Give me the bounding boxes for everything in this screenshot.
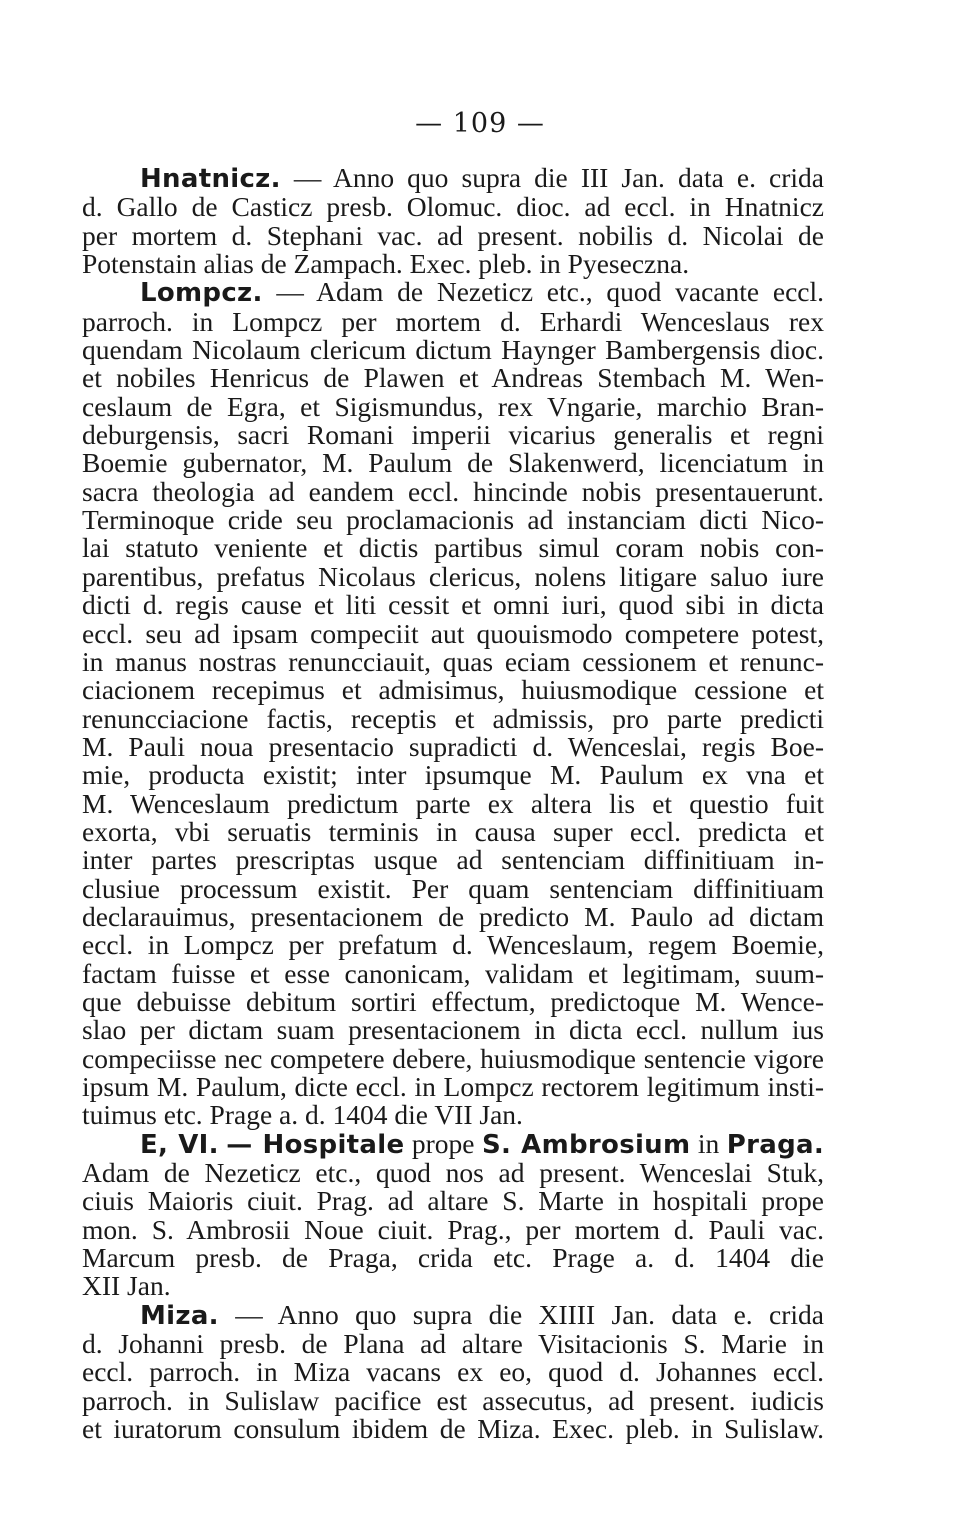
text-line: Adam de Nezeticz etc., quod nos ad present. Wenceslai Stuk, [82, 1157, 824, 1189]
text-line: deburgensis, sacri Romani imperii vicarius generalis et regni [82, 419, 824, 451]
text-line: declarauimus, presentacionem de predicto M. Paulo ad dictam [82, 900, 824, 932]
text-line: inter partes prescriptas usque ad sentenciam diffinitiuam in- [82, 844, 824, 876]
entry-first-line [82, 1127, 825, 1160]
entry-heading: Miza. [140, 1300, 219, 1331]
entry-heading: Hnatnicz. [140, 164, 281, 194]
text-line: parentibus, prefatus Nicolaus clericus, nolens litigare saluo iure [82, 560, 824, 592]
text-line: per mortem d. Stephani vac. ad present. nobilis d. Nicolai de [82, 219, 824, 251]
text-line: exorta, vbi seruatis terminis in causa super eccl. predicta et [82, 815, 824, 847]
text-line: ciuis Maioris ciuit. Prag. ad altare S. Marte in hospitali prope [82, 1185, 824, 1217]
text-line: Boemie gubernator, M. Paulum de Slakenwerd, licenciatum in [82, 447, 824, 479]
entry-first-line [82, 278, 824, 307]
text-line: dicti d. regis cause et liti cessit et omni iuri, quod sibi in dicta [82, 589, 824, 621]
entry-hnatnicz [82, 164, 824, 278]
text-line: lai statuto veniente et dictis partibus simul coram nobis con- [82, 532, 824, 564]
text-line: M. Pauli noua presentacio supradicti d. Wenceslai, regis Boe- [82, 730, 824, 762]
text-line: eccl. seu ad ipsam compeciit aut quouismodo competere potest, [82, 617, 824, 649]
entry-miza [82, 1298, 825, 1445]
entry-heading: Lompcz. [140, 278, 263, 309]
text-line: — Adam de Nezeticz etc., quod vacante eccl. [276, 276, 824, 308]
text-line: Terminoque cride seu proclamacionis ad instanciam dicti Nico- [82, 504, 824, 536]
text-line: que debuisse debitum sortiri effectum, predictoque M. Wence- [82, 985, 824, 1017]
text-line: d. Gallo de Casticz presb. Olomuc. dioc. ad eccl. in Hnatnicz [82, 191, 824, 223]
entry-heading-place: S. Ambrosium [482, 1129, 691, 1160]
text-line: Potenstain alias de Zampach. Exec. pleb. in Pyeseczna. [82, 248, 690, 280]
text-line: et nobiles Henricus de Plawen et Andreas Stembach M. Wen- [82, 362, 824, 394]
text-line: M. Wenceslaum predictum parte ex altera lis et questio fuit [82, 787, 824, 819]
text-line: ciacionem recepimus et admisimus, huiusmodique cessione et [82, 674, 824, 706]
text-line: factam fuisse et esse canonicam, validam et legitimam, suum- [82, 957, 824, 989]
entry-first-line [82, 1298, 825, 1331]
text-line: et iuratorum consulum ibidem de Miza. Exec. pleb. in Sulislaw. [82, 1413, 824, 1445]
entry-heading-word: in [697, 1127, 720, 1159]
text-line: ceslaum de Egra, et Sigismundus, rex Vngarie, marchio Bran- [82, 390, 824, 422]
text-line: sacra theologia ad eandem eccl. hincinde nobis presentauerunt. [82, 475, 824, 507]
entry-heading-city: Praga. [726, 1129, 825, 1160]
entry-first-line [82, 164, 824, 193]
text-line: mie, producta existit; inter ipsumque M. Paulum ex vna et [82, 759, 824, 791]
entry-heading-title: — Hospitale [226, 1129, 405, 1160]
text-line: clusiue processum existit. Per quam sentenciam diffinitiuam [82, 872, 824, 904]
page-number: — 109 — [415, 108, 545, 139]
entry-heading-word: prope [411, 1127, 475, 1159]
text-line: — Anno quo supra die III Jan. data e. crida [293, 162, 825, 193]
text-line: renuncciacione factis, receptis et admissis, pro parte predicti [82, 702, 824, 734]
text-line: — Anno quo supra die XIIII Jan. data e. crida [235, 1298, 825, 1330]
text-line: eccl. parroch. in Miza vacans ex eo, quod d. Johannes eccl. [82, 1356, 824, 1388]
text-line: parroch. in Lompcz per mortem d. Erhardi Wenceslaus rex [82, 305, 824, 337]
text-line: parroch. in Sulislaw pacifice est assecutus, ad present. iudicis [82, 1384, 824, 1416]
text-line: slao per dictam suam presentacionem in dicta eccl. nullum ius [82, 1014, 824, 1046]
text-line: XII Jan. [82, 1270, 171, 1302]
text-line: compeciisse nec competere debere, huiusmodique sentencie vigore [82, 1042, 824, 1074]
text-line: Marcum presb. de Praga, crida etc. Prage a. d. 1404 die [82, 1242, 824, 1274]
entry-heading: E, VI. [140, 1129, 219, 1160]
text-line: d. Johanni presb. de Plana ad altare Visitacionis S. Marie in [82, 1328, 824, 1360]
text-line: in manus nostras renuncciauit, quas eciam cessionem et renunc- [82, 645, 824, 677]
entry-lompcz [82, 278, 824, 1129]
text-line: quendam Nicolaum clericum dictum Haynger Bambergensis dioc. [82, 334, 824, 366]
text-line: tuimus etc. Prage a. d. 1404 die VII Jan. [82, 1099, 523, 1131]
entry-hospitale [82, 1127, 825, 1302]
text-line: mon. S. Ambrosii Noue ciuit. Prag., per mortem d. Pauli vac. [82, 1213, 824, 1245]
document-body [82, 164, 824, 1443]
text-line: ipsum M. Paulum, dicte eccl. in Lompcz rectorem legitimum insti- [82, 1071, 824, 1102]
text-line: eccl. in Lompcz per prefatum d. Wenceslaum, regem Boemie, [82, 929, 824, 961]
